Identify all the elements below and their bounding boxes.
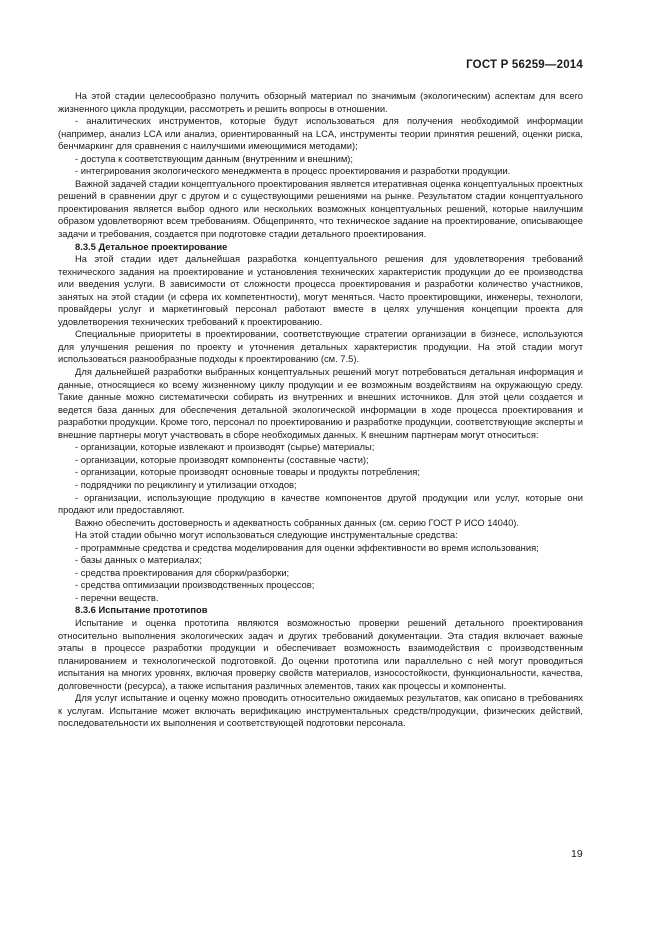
list-item: - аналитических инструментов, которые будут использоваться для получения необходимой информации (например, анализ LCA или анализ, ориентированный на LCA, инструменты теории принятия решений, оценки риска, бенчмаркинг для сравнения с наилучшими имеющимися методами);	[58, 115, 583, 152]
list-item: - программные средства и средства моделирования для оценки эффективности во время использования;	[75, 541, 539, 553]
list-item: - доступа к соответствующим данным (внутренним и внешним);	[75, 152, 354, 164]
list-item: - организации, которые производят компоненты (составные части);	[75, 453, 369, 465]
paragraph: Важно обеспечить достоверность и адекватность собранных данных (см. серию ГОСТ Р ИСО 14040).	[75, 516, 520, 528]
list-item: - средства проектирования для сборки/разборки;	[75, 566, 290, 578]
list-item: - базы данных о материалах;	[75, 554, 203, 566]
section-heading: 8.3.5 Детальное проектирование	[75, 240, 228, 252]
list-item: - подрядчики по рециклингу и утилизации отходов;	[75, 478, 297, 490]
list-item: - организации, которые извлекают и производят (сырье) материалы;	[75, 441, 375, 453]
paragraph: На этой стадии идет дальнейшая разработка концептуального решения для удовлетворения требований технического задания на проектирование и установления технических характеристик продукции до ее производства или введения услуги. В зависимости от сложности процесса проектирования и разработки количество участников, занятых на этой стадии (и сфера их компетентности), могут меняться. Часто проектировщики, инженеры, технологи, провайдеры услуг и маркетинговый персонал работают вместе в целях улучшения концепции проекта для удовлетворения технических требований к проектированию.	[58, 253, 583, 327]
paragraph: На этой стадии целесообразно получить обзорный материал по значимым (экологическим) аспектам для всего жизненного цикла продукции, рассмотреть и решить вопросы в отношении.	[58, 90, 583, 114]
paragraph: Испытание и оценка прототипа являются возможностью проверки решений детального проектирования относительно выполнения экологических задач и других требований документации. Эта стадия включает важные этапы в процессе разработки продукции и обеспечивает возможность взаимодействия с производственным планированием и технологической подготовкой. До оценки прототипа или параллельно с ней могут проводиться испытания на многих уровнях, включая проверку свойств материалов, износостойкости, функциональности, качества, долговечности (ресурса), а также испытания различных элементов, таких как процессы и компоненты.	[58, 616, 583, 691]
list-item: - перечни веществ.	[75, 591, 159, 603]
document-header: ГОСТ Р 56259—2014	[466, 59, 583, 71]
list-item: - интегрирования экологического менеджмента в процесс проектирования и разработки продукции.	[75, 165, 511, 177]
document-body	[58, 90, 583, 730]
paragraph: Важной задачей стадии концептуального проектирования является итеративная оценка концептуальных проектных решений в сравнении друг с другом и с существующими решениями на рынке. Результатом стадии концептуального проектирования является выбор одного или нескольких возможных концептуальных решений, которые наилучшим образом удовлетворяют всем требованиям. Общепринято, что техническое задание на проектирование, описывающее задачи и требования, создается при подготовке стадии детального проектирования.	[58, 177, 583, 240]
paragraph: На этой стадии обычно могут использоваться следующие инструментальные средства:	[75, 529, 458, 541]
section-heading: 8.3.6 Испытание прототипов	[75, 604, 208, 616]
paragraph: Специальные приоритеты в проектировании, соответствующие стратегии организации в бизнесе, используются для улучшения решения по проекту и уточнения детальных характеристик продукции. На этой стадии могут использоваться разнообразные подходы к проектированию (см. 7.5).	[58, 328, 583, 365]
page-number: 19	[571, 848, 583, 860]
list-item: - организации, которые производят основные товары и продукты потребления;	[75, 466, 420, 478]
list-item: - организации, использующие продукцию в качестве компонентов другой продукции или услуг, которые они продают или предоставляют.	[58, 491, 583, 516]
list-item: - средства оптимизации производственных процессов;	[75, 579, 315, 591]
paragraph: Для дальнейшей разработки выбранных концептуальных решений могут потребоваться детальная информация и данные, относящиеся ко всему жизненному циклу продукции и ее возможным воздействиям на окружающую среду. Такие данные можно систематически собирать из внутренних и внешних источников. Для этой цели создается и ведется база данных для обеспечения детальной экологической информации в ходе процесса проектирования и разработки продукции. Кроме того, персонал по проектированию и разработке продукции, соответствующие эксперты и внешние партнеры могут участвовать в сборе необходимых данных. К внешним партнерам могут относиться:	[58, 366, 583, 440]
paragraph: Для услуг испытание и оценку можно проводить относительно ожидаемых результатов, как описано в требованиях к услугам. Испытание может включать верификацию инструментальных средств/продукции, физических действий, последовательности их выполнения и соответствующей подготовки персонала.	[58, 692, 583, 729]
